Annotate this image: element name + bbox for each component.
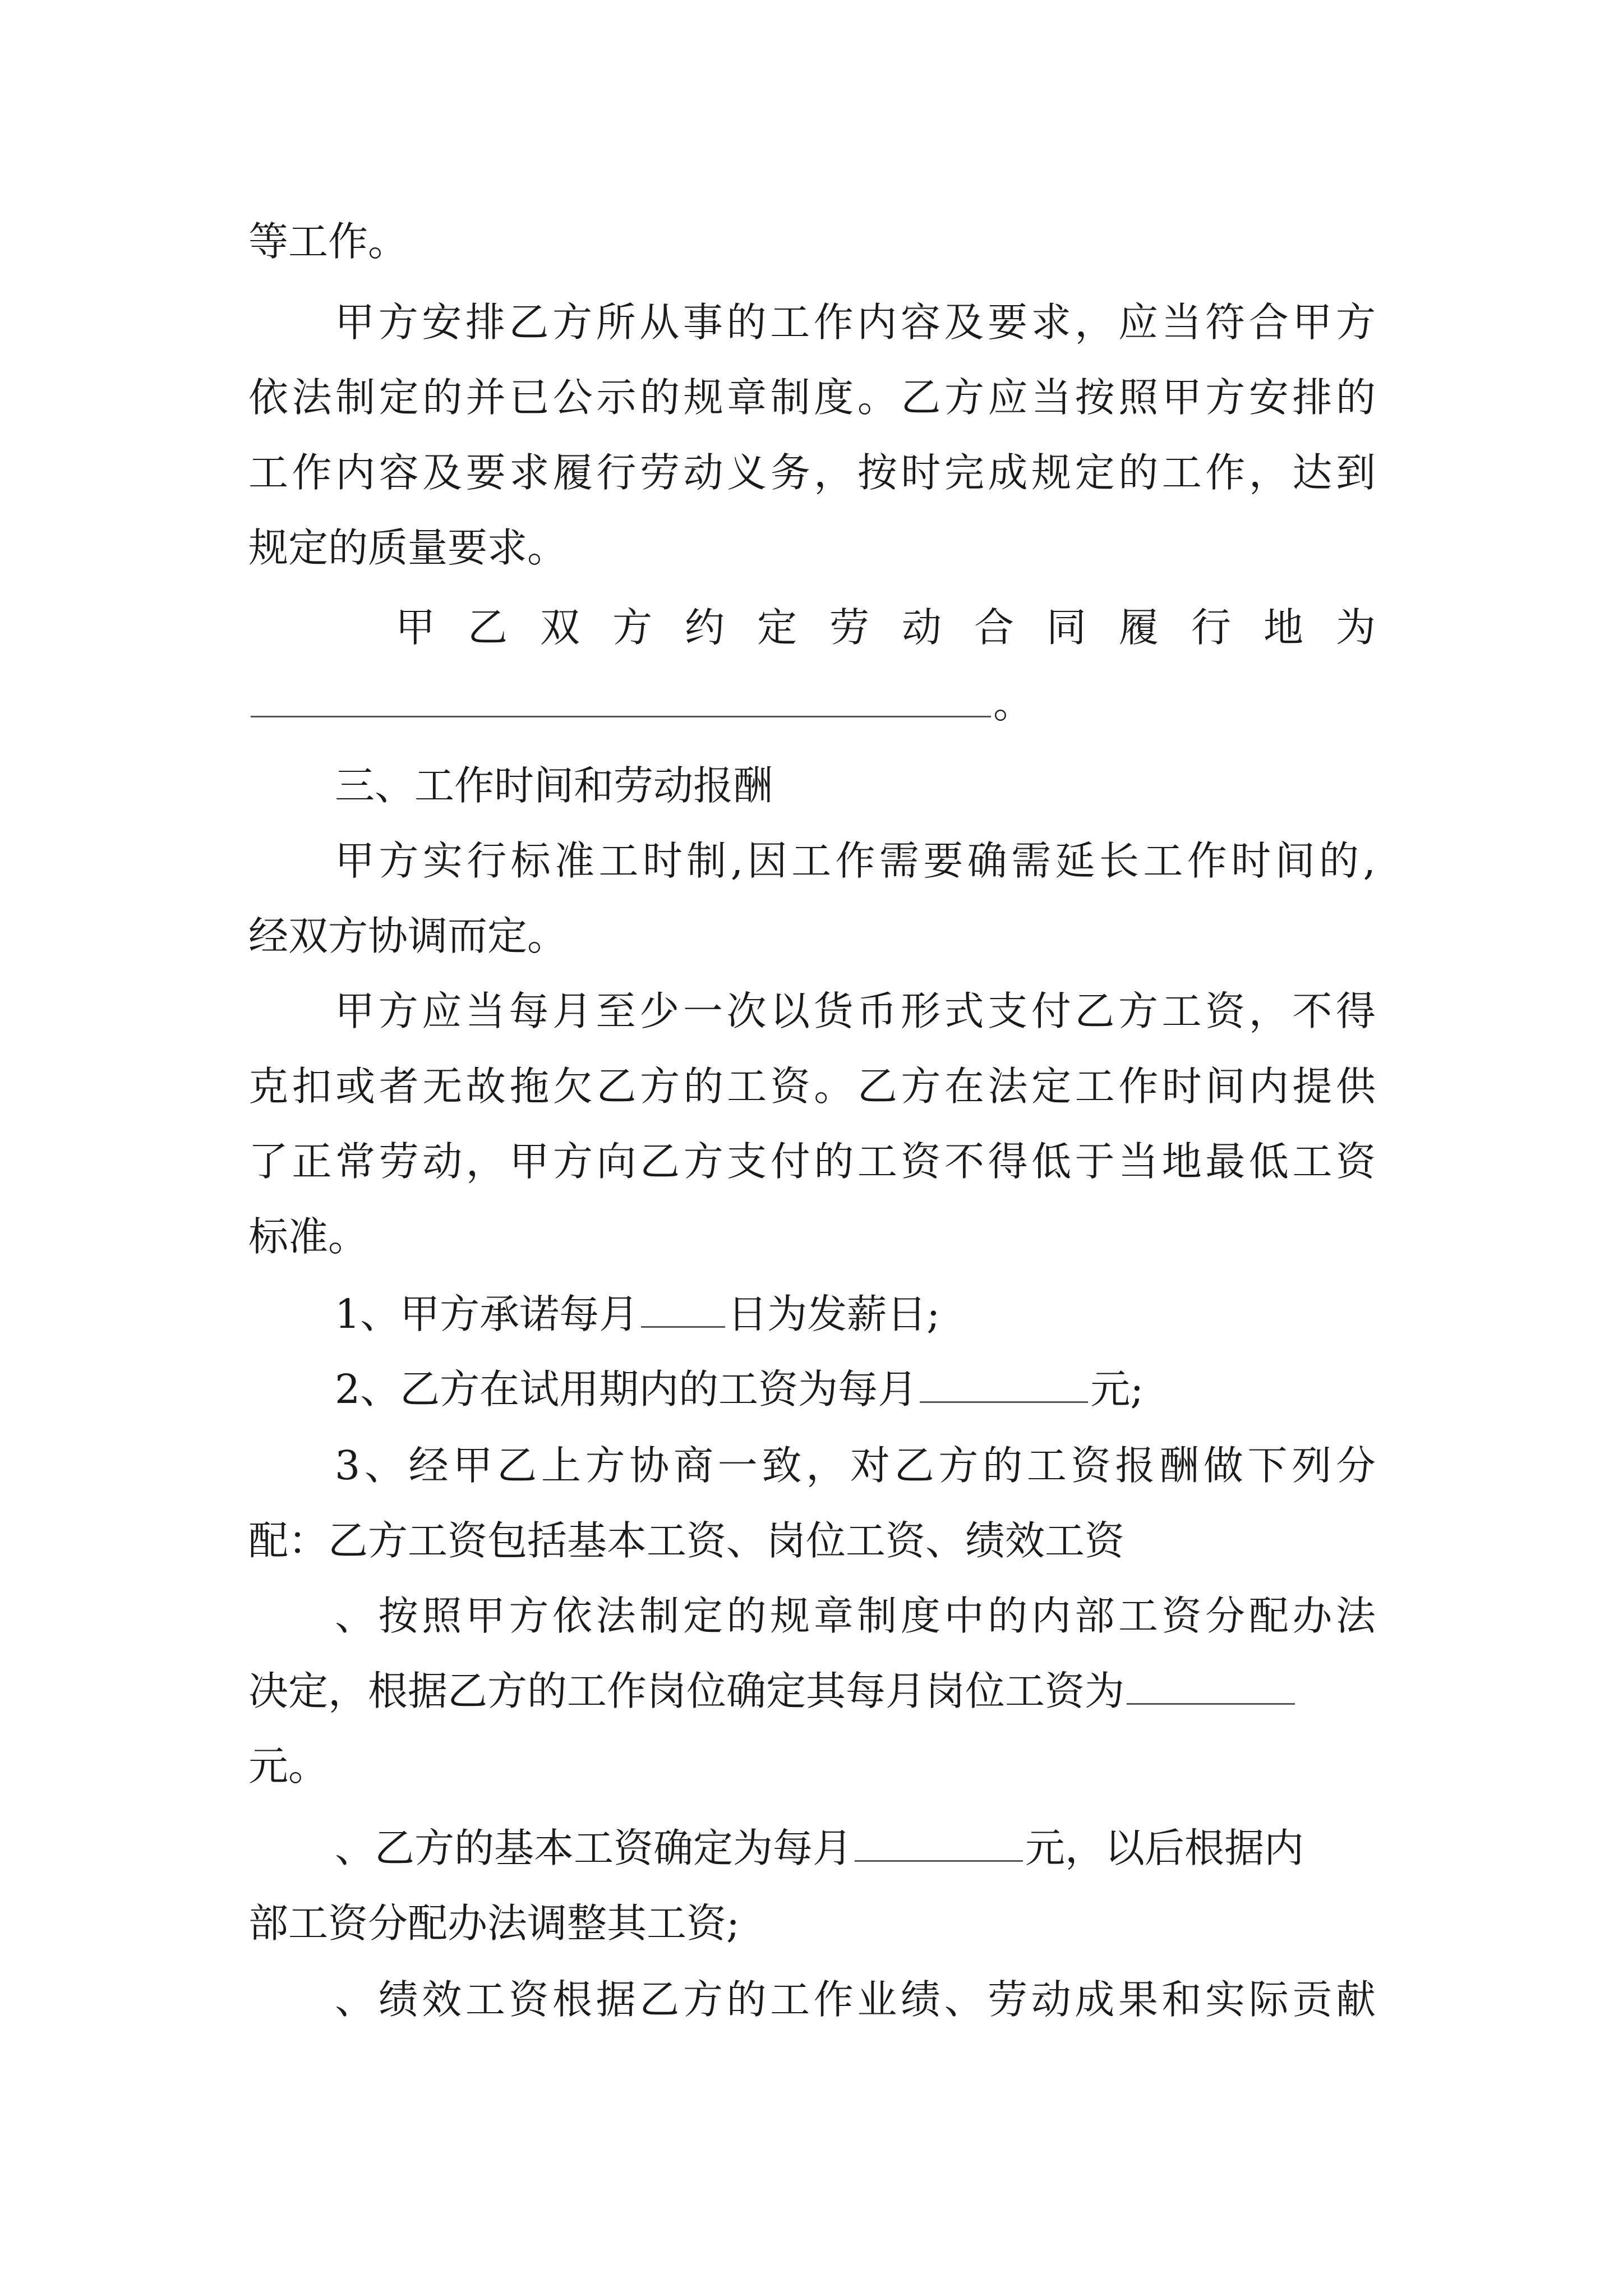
text-line [248, 1736, 1376, 1797]
text-span: 日为发薪日; [727, 1291, 940, 1337]
text-span: 、按照甲方依法制定的规章制度中的内部工资分配办法 [335, 1593, 1376, 1639]
fill-in-blank[interactable] [855, 1821, 1023, 1862]
paragraph-first-line [335, 830, 1376, 892]
paragraph-first-line [335, 981, 1376, 1042]
list-item [335, 1283, 1376, 1345]
text-line [248, 517, 1376, 579]
text-span: 规定的质量要求。 [248, 524, 568, 571]
text-span: 标准。 [248, 1213, 368, 1260]
text-span: 决定，根据乙方的工作岗位确定其每月岗位工资为 [248, 1668, 1125, 1714]
text-span: 3、经甲乙上方协商一致，对乙方的工资报酬做下列分 [335, 1442, 1376, 1489]
text-line [248, 1660, 1376, 1722]
text-span: 经双方协调而定。 [248, 913, 568, 959]
text-span: 工作内容及要求履行劳动义务，按时完成规定的工作，达到 [248, 449, 1376, 496]
text-span: 克扣或者无故拖欠乙方的工资。乙方在法定工作时间内提供 [248, 1063, 1376, 1110]
text-span: 部工资分配办法调整其工资; [248, 1900, 740, 1947]
text-line [248, 1206, 1376, 1268]
text-line [248, 211, 1376, 273]
text-span: 1、甲方承诺每月 [335, 1291, 639, 1337]
text-span: 三、工作时间和劳动报酬 [335, 762, 773, 809]
list-item [335, 1435, 1376, 1497]
paragraph-first-line [335, 1969, 1376, 2031]
fill-in-blank[interactable] [1127, 1664, 1295, 1705]
text-span: 元; [1090, 1366, 1144, 1412]
text-span: 、绩效工资根据乙方的工作业绩、劳动成果和实际贡献 [335, 1976, 1376, 2023]
text-span: 元，以后根据内 [1025, 1825, 1304, 1871]
text-span: 元。 [248, 1743, 329, 1789]
paragraph-first-line [335, 1585, 1376, 1647]
text-line [248, 1056, 1376, 1117]
text-span: 等工作。 [248, 218, 408, 265]
paragraph-first-line [335, 292, 1376, 353]
list-item [335, 1359, 1376, 1420]
text-line [248, 1131, 1376, 1193]
section-heading [335, 755, 1376, 817]
text-span: 、乙方的基本工资确定为每月 [335, 1825, 853, 1871]
paragraph-first-line [395, 597, 1376, 659]
text-span: 2、乙方在试用期内的工资为每月 [335, 1366, 918, 1412]
text-span: 甲方安排乙方所从事的工作内容及要求，应当符合甲方 [335, 299, 1376, 346]
text-line [248, 905, 1376, 967]
fill-in-blank[interactable] [641, 1287, 725, 1328]
text-span: 依法制定的并已公示的规章制度。乙方应当按照甲方安排的 [248, 374, 1376, 421]
text-span: 甲乙双方约定劳动合同履行地为 [395, 604, 1376, 651]
text-span: 甲方应当每月至少一次以货币形式支付乙方工资，不得 [335, 988, 1376, 1034]
text-line [248, 673, 1376, 735]
text-line [248, 1893, 1376, 1954]
fill-in-blank[interactable] [251, 677, 991, 717]
text-line [248, 442, 1376, 504]
fill-in-blank[interactable] [920, 1362, 1088, 1403]
text-span: 配：乙方工资包括基本工资、岗位工资、绩效工资 [248, 1517, 1125, 1564]
paragraph-first-line [335, 1818, 1376, 1879]
text-span: 甲方实行标准工时制,因工作需要确需延长工作时间的, [335, 838, 1376, 884]
text-span: 了正常劳动，甲方向乙方支付的工资不得低于当地最低工资 [248, 1138, 1376, 1185]
text-line [248, 1510, 1376, 1572]
text-span: 。 [993, 680, 1034, 727]
text-line [248, 367, 1376, 429]
